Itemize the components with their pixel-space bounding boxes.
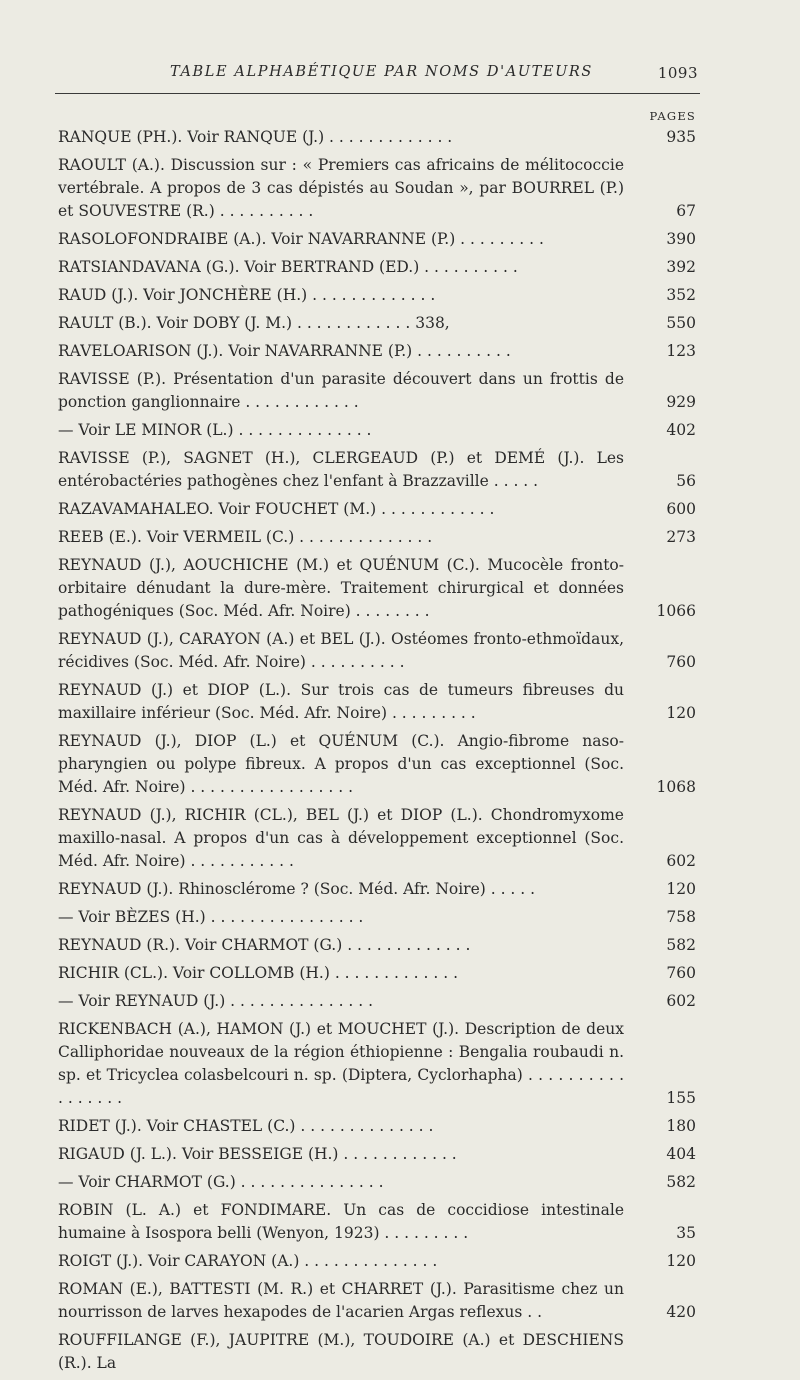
entry-text: REYNAUD (J.) et DIOP (L.). Sur trois cas de tumeurs fibreuses du maxillaire inférieur (Soc. Méd. Afr. Noire) . . . . . . . . . — [58, 681, 624, 722]
index-entry — [58, 312, 696, 335]
entry-page: 273 — [666, 528, 696, 546]
entry-page: 929 — [666, 393, 696, 411]
entry-page: 35 — [676, 1224, 696, 1242]
index-entry — [58, 1250, 696, 1273]
entry-text: REYNAUD (R.). Voir CHARMOT (G.) . . . . . . . . . . . . . — [58, 936, 471, 954]
entry-text: RAZAVAMAHALEO. Voir FOUCHET (M.) . . . . . . . . . . . . — [58, 500, 495, 518]
entry-page: 550 — [666, 314, 696, 332]
entry-text: — Voir LE MINOR (L.) . . . . . . . . . . . . . . — [58, 421, 372, 439]
entry-page: 56 — [676, 472, 696, 490]
entry-page: 155 — [666, 1089, 696, 1107]
entry-page: 404 — [666, 1145, 696, 1163]
entry-text: RASOLOFONDRAIBE (A.). Voir NAVARRANNE (P.) . . . . . . . . . — [58, 230, 544, 248]
entry-page: 1068 — [656, 778, 696, 796]
index-entry — [58, 526, 696, 549]
index-entry — [58, 284, 696, 307]
entry-page: 123 — [666, 342, 696, 360]
entry-text: RAUD (J.). Voir JONCHÈRE (H.) . . . . . . . . . . . . . — [58, 286, 436, 304]
index-entry — [58, 368, 696, 414]
index-entry — [58, 730, 696, 799]
entry-page: 582 — [666, 936, 696, 954]
index-entry — [58, 679, 696, 725]
index-entry — [58, 1278, 696, 1324]
entry-page: 758 — [666, 908, 696, 926]
index-entry — [58, 419, 696, 442]
entry-text: RICHIR (CL.). Voir COLLOMB (H.) . . . . . . . . . . . . . — [58, 964, 459, 982]
entry-page: 582 — [666, 1173, 696, 1191]
header-rule — [55, 93, 700, 94]
entry-page: 392 — [666, 258, 696, 276]
index-entry — [58, 1329, 696, 1375]
author-index-list — [58, 126, 696, 1380]
index-entry — [58, 628, 696, 674]
entry-text: REYNAUD (J.), AOUCHICHE (M.) et QUÉNUM (C.). Mucocèle fronto-orbitaire dénudant la dure-mère. Traitement chirurgical et données pathogéniques (Soc. Méd. Afr. Noire) . . . . . . . . — [58, 556, 624, 620]
entry-text: RAVISSE (P.), SAGNET (H.), CLERGEAUD (P.) et DEMÉ (J.). Les entérobactéries pathogènes chez l'enfant à Brazzaville . . . . . — [58, 449, 624, 490]
entry-text: REYNAUD (J.), RICHIR (CL.), BEL (J.) et DIOP (L.). Chondromyxome maxillo-nasal. A propos d'un cas à développement exceptionnel (Soc. Méd. Afr. Noire) . . . . . . . . . . . — [58, 806, 624, 870]
index-entry — [58, 1115, 696, 1138]
entry-page: 935 — [666, 128, 696, 146]
entry-text: ROUFFILANGE (F.), JAUPITRE (M.), TOUDOIRE (A.) et DESCHIENS (R.). La — [58, 1331, 624, 1372]
index-entry — [58, 990, 696, 1013]
index-entry — [58, 126, 696, 149]
index-entry — [58, 154, 696, 223]
entry-page: 420 — [666, 1303, 696, 1321]
entry-text: RAOULT (A.). Discussion sur : « Premiers cas africains de mélitococcie vertébrale. A propos de 3 cas dépistés au Soudan », par BOURREL (P.) et SOUVESTRE (R.) . . . . . . . . . . — [58, 156, 624, 220]
index-entry — [58, 340, 696, 363]
index-entry — [58, 498, 696, 521]
entry-page: 120 — [666, 1252, 696, 1270]
entry-page: 760 — [666, 653, 696, 671]
entry-text: ROBIN (L. A.) et FONDIMARE. Un cas de coccidiose intestinale humaine à Isospora belli (Wenyon, 1923) . . . . . . . . . — [58, 1201, 624, 1242]
entry-page: 600 — [666, 500, 696, 518]
entry-text: RAVISSE (P.). Présentation d'un parasite découvert dans un frottis de ponction ganglionnaire . . . . . . . . . . . . — [58, 370, 624, 411]
entry-text: RAVELOARISON (J.). Voir NAVARRANNE (P.) . . . . . . . . . . — [58, 342, 511, 360]
entry-page: 602 — [666, 992, 696, 1010]
entry-page: 67 — [676, 202, 696, 220]
index-entry — [58, 1199, 696, 1245]
entry-text: ROIGT (J.). Voir CARAYON (A.) . . . . . . . . . . . . . . — [58, 1252, 438, 1270]
index-entry — [58, 934, 696, 957]
entry-page: 1066 — [656, 602, 696, 620]
index-entry — [58, 256, 696, 279]
entry-page: 602 — [666, 852, 696, 870]
index-entry — [58, 447, 696, 493]
entry-text: — Voir CHARMOT (G.) . . . . . . . . . . . . . . . — [58, 1173, 384, 1191]
entry-text: — Voir REYNAUD (J.) . . . . . . . . . . . . . . . — [58, 992, 374, 1010]
entry-page: 402 — [666, 421, 696, 439]
entry-text: RIGAUD (J. L.). Voir BESSEIGE (H.) . . . . . . . . . . . . — [58, 1145, 457, 1163]
running-head — [58, 64, 698, 88]
index-entry — [58, 1171, 696, 1194]
entry-text: ROMAN (E.), BATTESTI (M. R.) et CHARRET (J.). Parasitisme chez un nourrisson de larves hexapodes de l'acarien Argas reflexus . . — [58, 1280, 624, 1321]
index-entry — [58, 1018, 696, 1110]
pages-column-label: PAGES — [649, 109, 696, 123]
index-entry — [58, 1143, 696, 1166]
index-entry — [58, 554, 696, 623]
entry-page: 180 — [666, 1117, 696, 1135]
entry-page: 390 — [666, 230, 696, 248]
entry-text: RATSIANDAVANA (G.). Voir BERTRAND (ED.) . . . . . . . . . . — [58, 258, 518, 276]
entry-text: — Voir BÈZES (H.) . . . . . . . . . . . . . . . . — [58, 908, 364, 926]
entry-text: RIDET (J.). Voir CHASTEL (C.) . . . . . . . . . . . . . . — [58, 1117, 434, 1135]
page-number: 1093 — [657, 64, 698, 82]
entry-text: RAULT (B.). Voir DOBY (J. M.) . . . . . . . . . . . . 338, — [58, 314, 450, 332]
entry-text: REYNAUD (J.), DIOP (L.) et QUÉNUM (C.). Angio-fibrome naso-pharyngien ou polype fibreux. A propos d'un cas exceptionnel (Soc. Méd. Afr. Noire) . . . . . . . . . . . . . . . . . — [58, 732, 624, 796]
entry-page: 352 — [666, 286, 696, 304]
entry-page: 760 — [666, 964, 696, 982]
index-entry — [58, 906, 696, 929]
running-head-title: TABLE ALPHABÉTIQUE PAR NOMS D'AUTEURS — [170, 64, 593, 80]
entry-text: RANQUE (PH.). Voir RANQUE (J.) . . . . . . . . . . . . . — [58, 128, 453, 146]
entry-text: REYNAUD (J.), CARAYON (A.) et BEL (J.). Ostéomes fronto-ethmoïdaux, récidives (Soc. Méd. Afr. Noire) . . . . . . . . . . — [58, 630, 624, 671]
entry-page: 120 — [666, 704, 696, 722]
entry-text: RICKENBACH (A.), HAMON (J.) et MOUCHET (J.). Description de deux Calliphoridae nouveaux de la région éthiopienne : Bengalia roubaudi n. sp. et Tricyclea colasbelcouri n. sp. (Diptera, Cyclorhapha) . . . . . . . . . . . . . . . . . — [58, 1020, 624, 1107]
index-entry — [58, 878, 696, 901]
index-entry — [58, 962, 696, 985]
index-entry — [58, 228, 696, 251]
entry-text: REEB (E.). Voir VERMEIL (C.) . . . . . . . . . . . . . . — [58, 528, 433, 546]
index-entry — [58, 804, 696, 873]
entry-page: 120 — [666, 880, 696, 898]
entry-text: REYNAUD (J.). Rhinosclérome ? (Soc. Méd. Afr. Noire) . . . . . — [58, 880, 536, 898]
